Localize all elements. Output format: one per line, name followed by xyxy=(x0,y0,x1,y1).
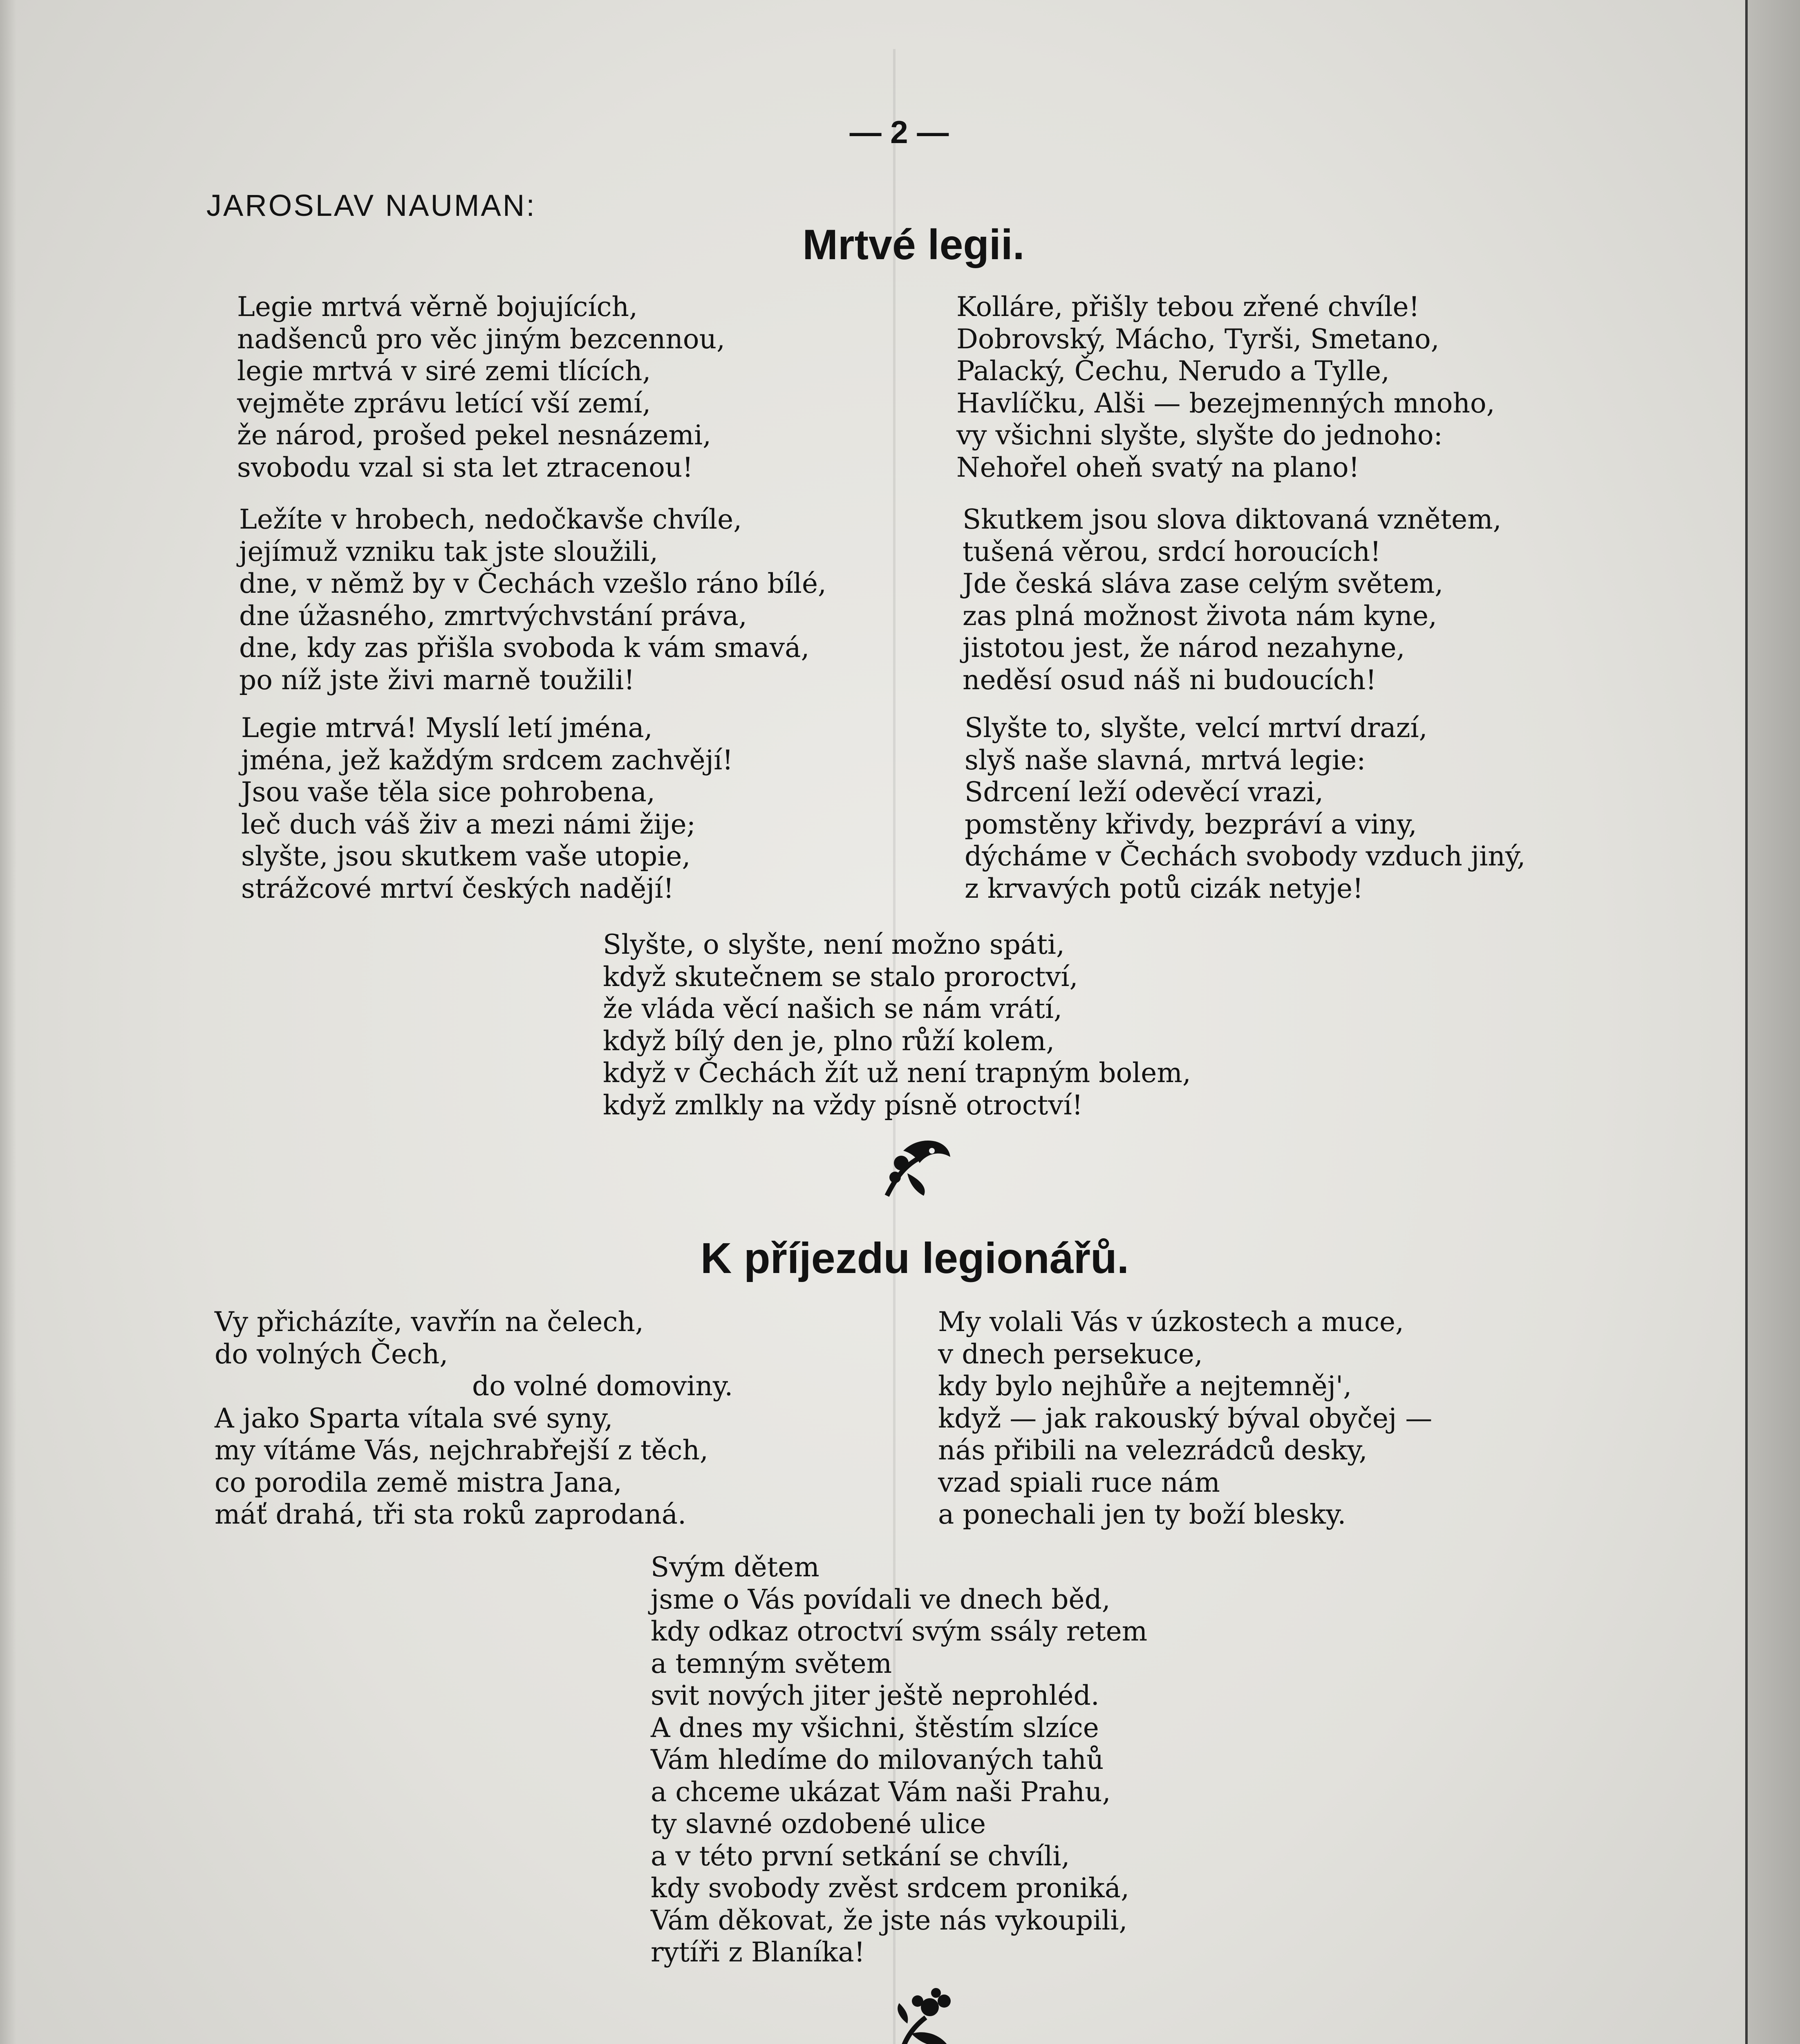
verse-line: kdy bylo nejhůře a nejtemněj', xyxy=(938,1370,1352,1402)
verse-line: Sdrcení leží odevěcí vrazi, xyxy=(965,776,1324,808)
verse-line: a v této první setkání se chvíli, xyxy=(651,1840,1070,1872)
poem1-right-stanza-3 xyxy=(965,712,1525,905)
page-right-edge xyxy=(1745,0,1800,2044)
verse-line: Jde česká sláva zase celým světem, xyxy=(963,568,1444,599)
verse-line: svobodu vzal si sta let ztracenou! xyxy=(237,451,693,483)
verse-line: co porodila země mistra Jana, xyxy=(215,1466,622,1498)
verse-line: Legie mrtvá věrně bojujících, xyxy=(237,291,638,323)
verse-line: dne, v němž by v Čechách vzešlo ráno bílé, xyxy=(239,568,826,599)
verse-line: rytíři z Blaníka! xyxy=(651,1936,865,1968)
poem2-right-stanza xyxy=(938,1306,1432,1531)
verse-line: tušená věrou, srdcí horoucích! xyxy=(963,536,1381,567)
verse-line: dne, kdy zas přišla svoboda k vám smavá, xyxy=(239,632,810,663)
verse-line: po níž jste živi marně toužili! xyxy=(239,664,635,696)
verse-line: a ponechali jen ty boží blesky. xyxy=(938,1499,1346,1530)
verse-line: jsme o Vás povídali ve dnech běd, xyxy=(651,1583,1110,1615)
verse-line: máť drahá, tři sta roků zaprodaná. xyxy=(215,1499,687,1530)
poem1-left-stanza-3 xyxy=(241,712,733,905)
verse-line: vejměte zprávu letící vší zemí, xyxy=(237,387,651,419)
verse-line: kdy svobody zvěst srdcem proniká, xyxy=(651,1872,1130,1904)
verse-line: když zmlkly na vždy písně otroctví! xyxy=(603,1089,1083,1121)
verse-line: Dobrovský, Mácho, Tyrši, Smetano, xyxy=(956,323,1440,355)
verse-line: Vám děkovat, že jste nás vykoupili, xyxy=(651,1904,1128,1936)
verse-line: když skutečnem se stalo proroctví, xyxy=(603,961,1078,993)
verse-line: Palacký, Čechu, Nerudo a Tylle, xyxy=(956,355,1390,387)
poem1-left-stanza-2 xyxy=(239,504,826,696)
verse-line: pomstěny křivdy, bezpráví a viny, xyxy=(965,808,1417,840)
verse-line: leč duch váš živ a mezi námi žije; xyxy=(241,808,696,840)
poem1-left-stanza-1 xyxy=(237,291,725,484)
verse-line: kdy odkaz otroctví svým ssály retem xyxy=(651,1616,1148,1647)
verse-line: vzad spiali ruce nám xyxy=(938,1466,1220,1498)
page-left-edge xyxy=(0,0,16,2044)
verse-line: a temným světem xyxy=(651,1647,892,1679)
verse-line: Havlíčku, Alši — bezejmenných mnoho, xyxy=(956,387,1495,419)
verse-line: nás přibili na velezrádců desky, xyxy=(938,1434,1368,1466)
verse-line: Vám hledíme do milovaných tahů xyxy=(651,1744,1104,1775)
verse-line: neděsí osud náš ni budoucích! xyxy=(963,664,1377,696)
verse-line: jistotou jest, že národ nezahyne, xyxy=(963,632,1405,663)
verse-line: Jsou vaše těla sice pohrobena, xyxy=(241,776,656,808)
verse-line: Slyšte to, slyšte, velcí mrtví drazí, xyxy=(965,712,1428,744)
verse-line: a chceme ukázat Vám naši Prahu, xyxy=(651,1776,1111,1808)
verse-line: A jako Sparta vítala své syny, xyxy=(215,1402,613,1434)
verse-line: když bílý den je, plno růží kolem, xyxy=(603,1025,1055,1057)
verse-line: Nehořel oheň svatý na plano! xyxy=(956,451,1360,483)
verse-line: Skutkem jsou slova diktovaná vznětem, xyxy=(963,504,1502,535)
floral-ornament-icon xyxy=(887,1985,960,2044)
poem1-right-stanza-2 xyxy=(963,504,1502,696)
verse-line: nadšenců pro věc jiným bezcennou, xyxy=(237,323,725,355)
verse-line: slyšte, jsou skutkem vaše utopie, xyxy=(241,840,691,872)
verse-line: slyš naše slavná, mrtvá legie: xyxy=(965,744,1366,776)
verse-line: když — jak rakouský býval obyčej — xyxy=(938,1402,1433,1434)
verse-line: když v Čechách žít už není trapným bolem, xyxy=(603,1057,1191,1089)
verse-line: do volných Čech, xyxy=(215,1338,448,1370)
poem-title-k-prijezdu-legionaru: K příjezdu legionářů. xyxy=(700,1234,1129,1282)
verse-line: dýcháme v Čechách svobody vzduch jiný, xyxy=(965,840,1526,872)
verse-line: Legie mtrvá! Myslí letí jména, xyxy=(241,712,653,744)
verse-line: že národ, prošed pekel nesnázemi, xyxy=(237,419,712,451)
verse-line: dne úžasného, zmrtvýchvstání práva, xyxy=(239,600,747,632)
verse-line: v dnech persekuce, xyxy=(938,1338,1203,1370)
verse-line: My volali Vás v úzkostech a muce, xyxy=(938,1306,1404,1338)
verse-line: my vítáme Vás, nejchrabřejší z těch, xyxy=(215,1434,708,1466)
verse-line: do volné domoviny. xyxy=(472,1370,733,1402)
verse-line: z krvavých potů cizák netyje! xyxy=(965,872,1363,904)
verse-line: legie mrtvá v siré zemi tlících, xyxy=(237,355,651,387)
poem1-center-stanza xyxy=(603,929,1191,1121)
poem2-left-stanza xyxy=(215,1306,733,1531)
verse-line: Vy přicházíte, vavřín na čelech, xyxy=(215,1306,644,1338)
verse-line: ty slavné ozdobené ulice xyxy=(651,1808,986,1840)
page-number: — 2 — xyxy=(849,114,949,150)
poem1-right-stanza-1 xyxy=(956,291,1495,484)
verse-line: zas plná možnost života nám kyne, xyxy=(963,600,1437,632)
verse-line: jména, jež každým srdcem zachvějí! xyxy=(241,744,733,776)
verse-line: strážcové mrtví českých nadějí! xyxy=(241,872,674,904)
verse-line: Ležíte v hrobech, nedočkavše chvíle, xyxy=(239,504,742,535)
verse-line: A dnes my všichni, štěstím slzíce xyxy=(651,1712,1099,1744)
verse-line: svit nových jiter ještě neprohléd. xyxy=(651,1680,1099,1711)
verse-line: že vláda věcí našich se nám vrátí, xyxy=(603,993,1062,1024)
poem2-center-stanza xyxy=(651,1551,1147,1969)
poem-title-mrtve-legii: Mrtvé legii. xyxy=(802,221,1025,269)
floral-ornament-icon xyxy=(879,1134,952,1200)
verse-line: Slyšte, o slyšte, není možno spáti, xyxy=(603,929,1065,960)
verse-line: vy všichni slyšte, slyšte do jednoho: xyxy=(956,419,1443,451)
verse-line: Kolláre, přišly tebou zřené chvíle! xyxy=(956,291,1420,323)
author-name: JAROSLAV NAUMAN: xyxy=(206,188,536,222)
verse-line: Svým dětem xyxy=(651,1551,819,1583)
verse-line: jejímuž vzniku tak jste sloužili, xyxy=(239,536,658,567)
